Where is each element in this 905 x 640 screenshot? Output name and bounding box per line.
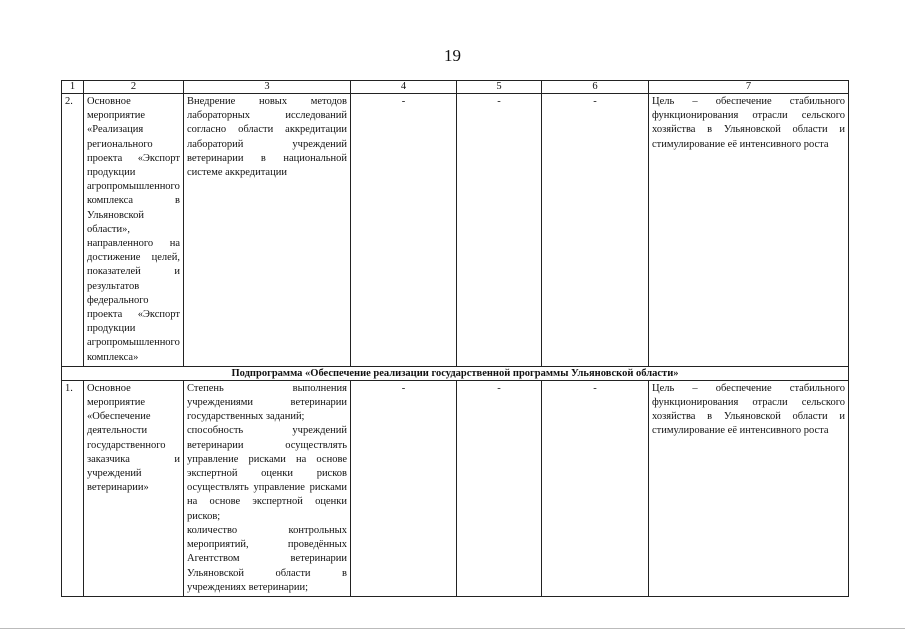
header-cell: 4 bbox=[351, 81, 457, 94]
value-cell: - bbox=[542, 94, 649, 367]
program-table bbox=[61, 80, 849, 597]
header-cell: 5 bbox=[457, 81, 542, 94]
indicator-item: Степень выполнения учреждениями ветеринарии государственных заданий; bbox=[187, 382, 347, 423]
value-cell: - bbox=[351, 380, 457, 596]
value-cell: - bbox=[457, 380, 542, 596]
header-cell: 7 bbox=[649, 81, 849, 94]
value-cell: - bbox=[351, 94, 457, 367]
indicators-cell bbox=[184, 380, 351, 596]
subprogram-row bbox=[62, 366, 849, 380]
table-row bbox=[62, 94, 849, 367]
goal-cell: Цель – обеспечение стабильного функционирования отрасли сельского хозяйства в Ульяновской области и стимулирование её интенсивного роста bbox=[649, 380, 849, 596]
header-cell: 2 bbox=[84, 81, 184, 94]
row-number: 1. bbox=[62, 380, 84, 596]
scan-edge-divider bbox=[0, 628, 905, 629]
indicator-item: количество контрольных мероприятий, проведённых Агентством ветеринарии Ульяновской области в учреждениях ветеринарии; bbox=[187, 524, 347, 593]
header-cell: 1 bbox=[62, 81, 84, 94]
activity-cell: Основное мероприятие «Реализация регионального проекта «Экспорт продукции агропромышленного комплекса в Ульяновской области», направленного на достижение целей, показателей и результатов федерального проекта «Экспорт продукции агропромышленного комплекса» bbox=[84, 94, 184, 367]
header-cell: 6 bbox=[542, 81, 649, 94]
value-cell: - bbox=[542, 380, 649, 596]
page-number: 19 bbox=[444, 46, 461, 65]
table-row bbox=[62, 380, 849, 596]
table-header-row bbox=[62, 81, 849, 94]
goal-cell: Цель – обеспечение стабильного функционирования отрасли сельского хозяйства в Ульяновской области и стимулирование её интенсивного роста bbox=[649, 94, 849, 367]
indicators-cell: Внедрение новых методов лабораторных исследований согласно области аккредитации лабораторий учреждений ветеринарии в национальной системе аккредитации bbox=[184, 94, 351, 367]
subprogram-title: Подпрограмма «Обеспечение реализации государственной программы Ульяновской области» bbox=[62, 366, 849, 380]
indicator-item: способность учреждений ветеринарии осуществлять управление рисками на основе экспертной оценки рисков осуществлять управление рисками на основе экспертной оценки рисков; bbox=[187, 425, 347, 522]
row-number: 2. bbox=[62, 94, 84, 367]
value-cell: - bbox=[457, 94, 542, 367]
header-cell: 3 bbox=[184, 81, 351, 94]
activity-cell: Основное мероприятие «Обеспечение деятельности государственного заказчика и учреждений ветеринарии» bbox=[84, 380, 184, 596]
